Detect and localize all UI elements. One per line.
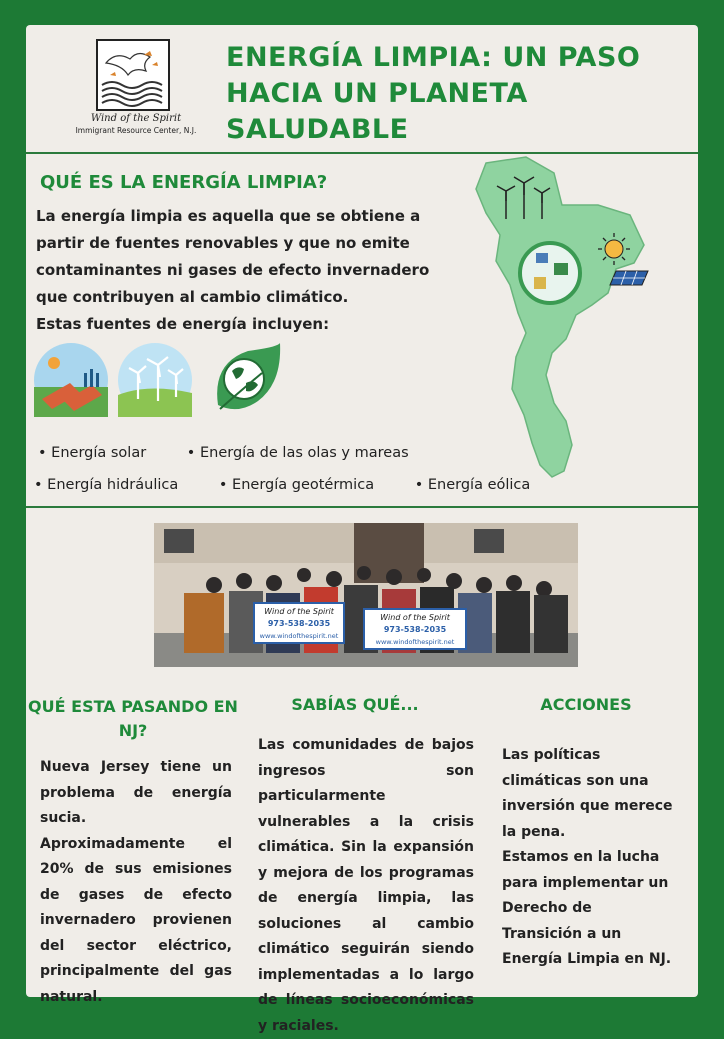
- sign-right-name: Wind of the Spirit: [380, 613, 450, 622]
- bullet-text: Energía geotérmica: [232, 477, 375, 493]
- sabias-text: Las comunidades de bajos ingresos son particularmente vulnerables a la crisis climática. Sin la expansión y mejora de los programas de energía limpia, las soluciones al cambio climático seguirán siendo implementadas a lo largo de líneas socioeconómicas y raciales.: [258, 737, 474, 1034]
- sign-left: [254, 603, 344, 643]
- list-item: • Energía geotérmica: [218, 477, 375, 493]
- bullet-text: Energía eólica: [427, 477, 531, 493]
- bullet-text: Energía solar: [51, 445, 147, 461]
- what-is-paragraph: La energía limpia es aquella que se obtiene a partir de fuentes renovables y que no emite contaminantes ni gases de efecto invernadero que contribuyen al cambio climático.: [36, 207, 430, 306]
- page-title: ENERGÍA LIMPIA: UN PASO HACIA UN PLANETA SALUDABLE: [226, 42, 641, 145]
- what-is-heading: QUÉ ES LA ENERGÍA LIMPIA?: [40, 172, 328, 193]
- poster-card: [26, 25, 698, 1034]
- logo-subtitle: Immigrant Resource Center, N.J.: [75, 126, 197, 135]
- includes-line: Estas fuentes de energía incluyen:: [36, 315, 330, 333]
- wind-energy-image: [118, 343, 192, 417]
- sign-right-phone: 973-538-2035: [383, 625, 447, 634]
- divider: [26, 506, 698, 508]
- sign-left-web: www.windofthespirit.net: [259, 632, 339, 640]
- acciones-paragraph-1: Las políticas climáticas son una inversión que merece la pena.: [502, 747, 673, 840]
- list-item: • Energía solar: [38, 445, 147, 461]
- solar-energy-image: [34, 343, 108, 417]
- group-photo: [154, 523, 578, 667]
- logo-name: Wind of the Spirit: [90, 113, 182, 124]
- acciones-text: [502, 743, 674, 973]
- earth-leaf-icon: [208, 343, 282, 417]
- energy-list-row-1: [38, 445, 445, 461]
- nj-heading: QUÉ ESTA PASANDO EN NJ?: [28, 697, 238, 740]
- sign-left-phone: 973-538-2035: [267, 619, 331, 628]
- list-item: • Energía eólica: [414, 477, 531, 493]
- list-item: • Energía de las olas y mareas: [186, 445, 409, 461]
- recycle-globe-icon: [520, 243, 580, 303]
- sign-left-name: Wind of the Spirit: [264, 607, 334, 616]
- what-is-text: [36, 203, 431, 338]
- acciones-heading: ACCIONES: [540, 695, 632, 714]
- solar-panel-icon: [610, 271, 648, 285]
- list-item: • Energía hidráulica: [34, 477, 179, 493]
- acciones-paragraph-2: Estamos en la lucha para implementar un Derecho de Transición a un Energía Limpia en NJ.: [502, 849, 672, 967]
- sabias-heading: SABÍAS QUÉ...: [291, 695, 419, 714]
- thailand-map: [466, 153, 666, 488]
- sign-right: [364, 609, 466, 649]
- nj-text: Nueva Jersey tiene un problema de energía sucia. Aproximadamente el 20% de sus emisiones de gases de efecto invernadero provienen del sector eléctrico, principalmente del gas natural.: [40, 759, 232, 1005]
- sign-right-web: www.windofthespirit.net: [375, 638, 455, 646]
- bullet-text: Energía de las olas y mareas: [199, 445, 409, 461]
- bullet-text: Energía hidráulica: [47, 477, 179, 493]
- logo-image: [96, 39, 170, 111]
- energy-list-row-2: [34, 477, 566, 493]
